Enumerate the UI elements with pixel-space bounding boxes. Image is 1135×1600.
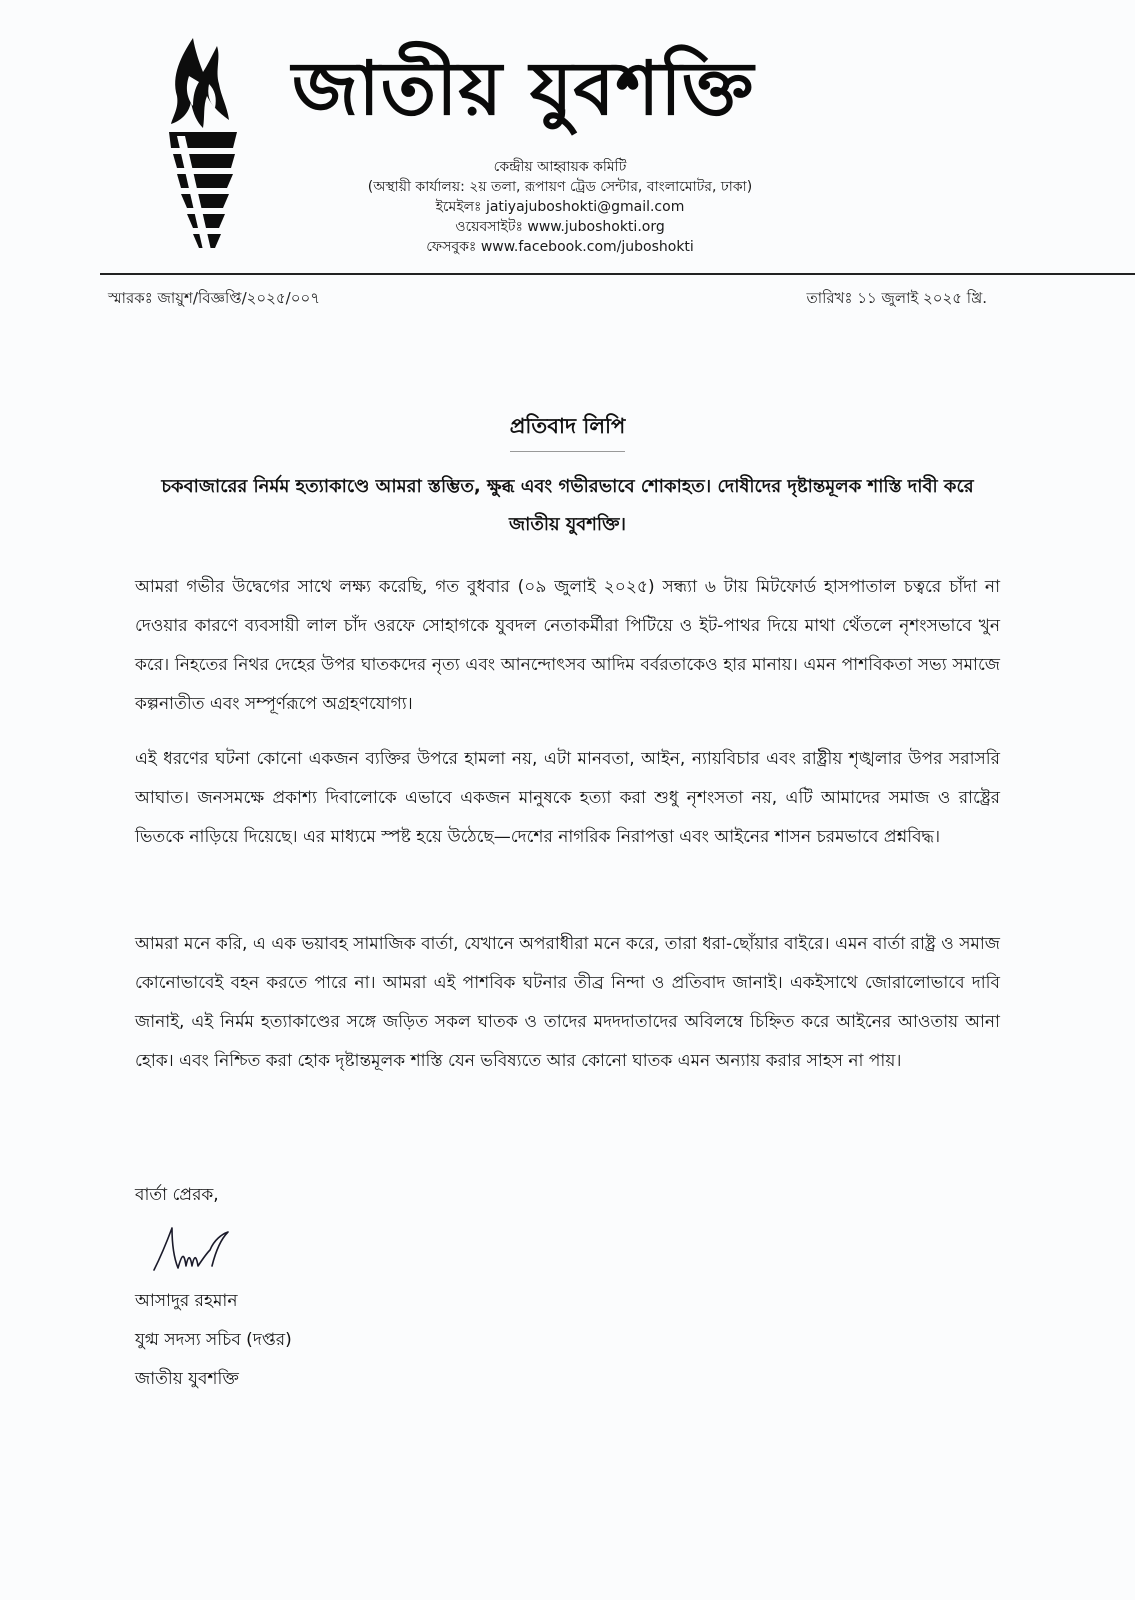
paragraph-2: এই ধরণের ঘটনা কোনো একজন ব্যক্তির উপরে হামলা নয়, এটা মানবতা, আইন, ন্যায়বিচার এবং রাষ্ট্রীয় শৃঙ্খলার উপর সরাসরি আঘাত। জনসমক্ষে প্রকাশ্য দিবালোকে এভাবে একজন মানুষকে হত্যা করা শুধু নৃশংসতা নয়, এটি আমাদের সমাজ ও রাষ্ট্রের ভিতকে নাড়িয়ে দিয়েছে। এর মাধ্যমে স্পষ্ট হয়ে উঠেছে—দেশের নাগরিক নিরাপত্তা এবং আইনের শাসন চরমভাবে প্রশ্নবিদ্ধ।: [135, 749, 1000, 847]
headline: চকবাজারের নির্মম হত্যাকাণ্ডে আমরা স্তম্ভিত, ক্ষুব্ধ এবং গভীরভাবে শোকাহত। দোষীদের দৃষ্টান্তমূলক শাস্তি দাবী করে জাতীয় যুবশক্তি।: [161, 476, 974, 535]
paragraph-3: আমরা মনে করি, এ এক ভয়াবহ সামাজিক বার্তা, যেখানে অপরাধীরা মনে করে, তারা ধরা-ছোঁয়ার বাইরে। এমন বার্তা রাষ্ট্র ও সমাজ কোনোভাবেই বহন করতে পারে না। আমরা এই পাশবিক ঘটনার তীব্র নিন্দা ও প্রতিবাদ জানাই। একইসাথে জোরালোভাবে দাবি জানাই, এই নির্মম হত্যাকাণ্ডের সঙ্গে জড়িত সকল ঘাতক ও তাদের মদদদাতাদের অবিলম্বে চিহ্নিত করে আইনের আওতায় আনা হোক। এবং নিশ্চিত করা হোক দৃষ্টান্তমূলক শাস্তি যেন ভবিষ্যতে আর কোনো ঘাতক এমন অন্যায় করার সাহস না পায়।: [135, 934, 1000, 1071]
document-title: প্রতিবাদ লিপি: [510, 410, 625, 452]
contact-block: [330, 157, 790, 257]
signer-organization: জাতীয় যুবশক্তি: [135, 1369, 239, 1389]
signature-icon: [150, 1210, 240, 1280]
organization-name: জাতীয় যুবশক্তি: [292, 46, 755, 132]
header-divider: [100, 273, 1135, 275]
document-title-wrap: [0, 410, 1135, 452]
signer-block: [135, 1282, 292, 1399]
paragraph-1: আমরা গভীর উদ্বেগের সাথে লক্ষ্য করেছি, গত বুধবার (০৯ জুলাই ২০২৫) সন্ধ্যা ৬ টায় মিটফোর্ড হাসপাতাল চত্বরে চাঁদা না দেওয়ার কারণে ব্যবসায়ী লাল চাঁদ ওরফে সোহাগকে যুবদল নেতাকর্মীরা পিটিয়ে ও ইট-পাথর দিয়ে মাথা থেঁতলে নৃশংসভাবে খুন করে। নিহতের নিথর দেহের উপর ঘাতকদের নৃত্য এবং আনন্দোৎসব আদিম বর্বরতাকেও হার মানায়। এমন পাশবিকতা সভ্য সমাজে কল্পনাতীত এবং সম্পূর্ণরূপে অগ্রহণযোগ্য।: [135, 577, 1000, 714]
signer-name: আসাদুর রহমান: [135, 1291, 238, 1311]
committee-name: কেন্দ্রীয় আহ্বায়ক কমিটি: [493, 159, 627, 175]
memo-number: স্মারকঃ জায়ুশ/বিজ্ঞপ্তি/২০২৫/০০৭: [108, 289, 320, 307]
closing-line: বার্তা প্রেরক,: [135, 1185, 219, 1205]
office-address: (অস্থায়ী কার্যালয়: ২য় তলা, রূপায়ণ ট্রেড সেন্টার, বাংলামোটর, ঢাকা): [367, 179, 753, 195]
issue-date: তারিখঃ ১১ জুলাই ২০২৫ খ্রি.: [806, 289, 987, 307]
email-line: ইমেইলঃ jatiyajuboshokti@gmail.com: [435, 199, 685, 215]
facebook-line: ফেসবুকঃ www.facebook.com/juboshokti: [426, 239, 694, 255]
website-line: ওয়েবসাইটঃ www.juboshokti.org: [455, 219, 665, 235]
torch-logo-icon: [163, 36, 243, 251]
signer-title: যুগ্ম সদস্য সচিব (দপ্তর): [135, 1330, 292, 1350]
